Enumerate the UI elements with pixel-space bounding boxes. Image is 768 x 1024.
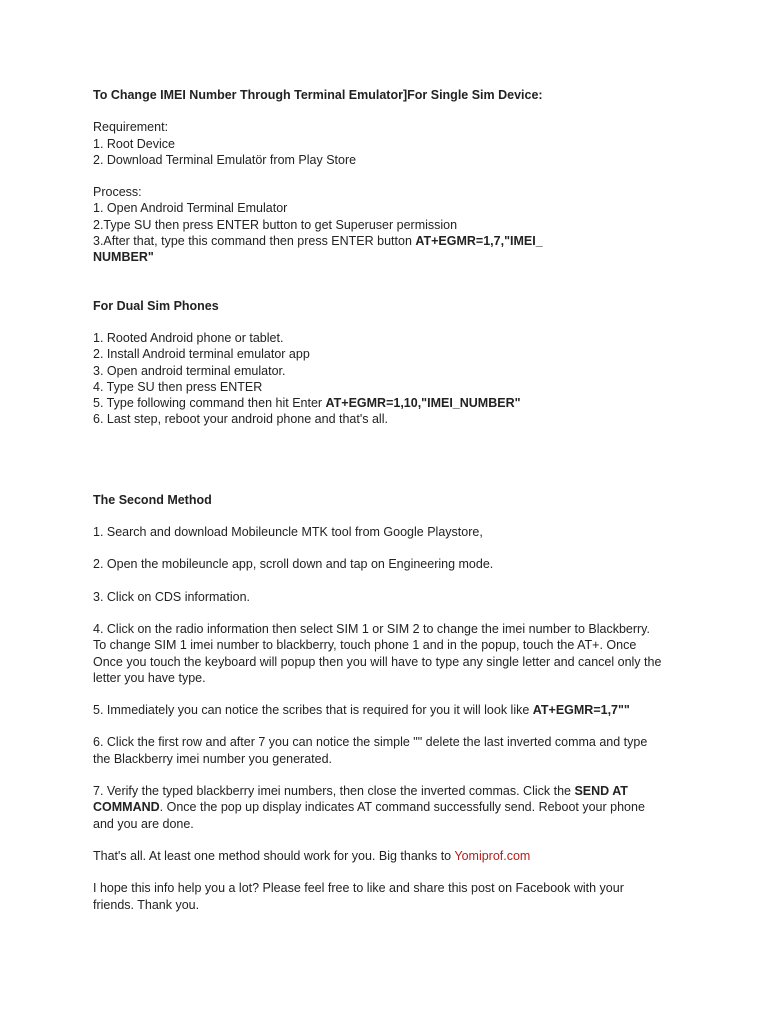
second-method-step7-bold: SEND AT [574,784,628,799]
second-method-step5-command: AT+EGMR=1,7"" [532,703,630,718]
process-step3-text: 3.After that, type this command then press ENTER button [93,234,416,249]
second-method-step7-rest: . Once the pop up display indicates AT command successfully send. Reboot your phone [159,800,645,815]
second-method-step3: 3. Click on CDS information. [93,589,251,604]
thanks-line [93,848,683,864]
dual-sim-item: 6. Last step, reboot your android phone and that's all. [93,412,388,427]
dual-sim-item: 3. Open android terminal emulator. [93,363,286,378]
second-method-step6-line: 6. Click the first row and after 7 you can notice the simple "" delete the last inverted comma and type [93,735,648,750]
requirement-item: 2. Download Terminal Emulatör from Play Store [93,152,357,167]
second-method-step4-line: Once you touch the keyboard will popup then you will have to type any single letter and cancel only the [93,654,662,669]
second-method-step7-text: 7. Verify the typed blackberry imei numbers, then close the inverted commas. Click the [93,784,575,799]
closing-line: friends. Thank you. [93,897,200,912]
second-method-step1: 1. Search and download Mobileuncle MTK tool from Google Playstore, [93,525,483,540]
requirement-heading: Requirement: [93,120,169,135]
process-heading: Process: [93,185,142,200]
second-method-step5-text: 5. Immediately you can notice the scribes that is required for you it will look like [93,703,533,718]
dual-sim-item: 2. Install Android terminal emulator app [93,347,310,362]
second-method-step7-line: and you are done. [93,816,194,831]
process-item-step3 [93,233,683,249]
process-step3-command-cont: NUMBER" [93,250,154,265]
dual-sim-item: 1. Rooted Android phone or tablet. [93,330,284,345]
process-item: 1. Open Android Terminal Emulator [93,201,288,216]
requirement-item: 1. Root Device [93,136,175,151]
second-method-step6-line: the Blackberry imei number you generated. [93,751,333,766]
yomiprof-link[interactable]: Yomiprof.com [454,848,531,863]
dual-sim-item: 4. Type SU then press ENTER [93,379,263,394]
process-step3-command: AT+EGMR=1,7,"IMEI_ [415,234,543,249]
second-method-step4-line: 4. Click on the radio information then select SIM 1 or SIM 2 to change the imei number to Blackberry. [93,621,650,636]
document-title: To Change IMEI Number Through Terminal Emulator]For Single Sim Device: [93,88,543,102]
second-method-step7-line [93,783,683,799]
dual-sim-item-step5 [93,395,683,411]
second-method-step4-line: To change SIM 1 imei number to blackberry, touch phone 1 and in the popup, touch the AT+. Once [93,638,637,653]
process-item: 2.Type SU then press ENTER button to get Superuser permission [93,217,458,232]
second-method-step5 [93,702,683,718]
dual-sim-step5-command: AT+EGMR=1,10,"IMEI_NUMBER" [325,396,521,411]
closing-line: I hope this info help you a lot? Please feel free to like and share this post on Facebook with your [93,881,624,896]
document-body [93,87,683,913]
second-method-heading: The Second Method [93,492,212,507]
second-method-step4-line: letter you have type. [93,670,206,685]
second-method-step7-line [93,799,683,815]
second-method-step2: 2. Open the mobileuncle app, scroll down and tap on Engineering mode. [93,557,494,572]
dual-sim-step5-text: 5. Type following command then hit Enter [93,396,326,411]
second-method-step7-bold: COMMAND [93,800,160,815]
dual-sim-heading: For Dual Sim Phones [93,298,219,313]
thanks-text: That's all. At least one method should work for you. Big thanks to [93,848,455,863]
